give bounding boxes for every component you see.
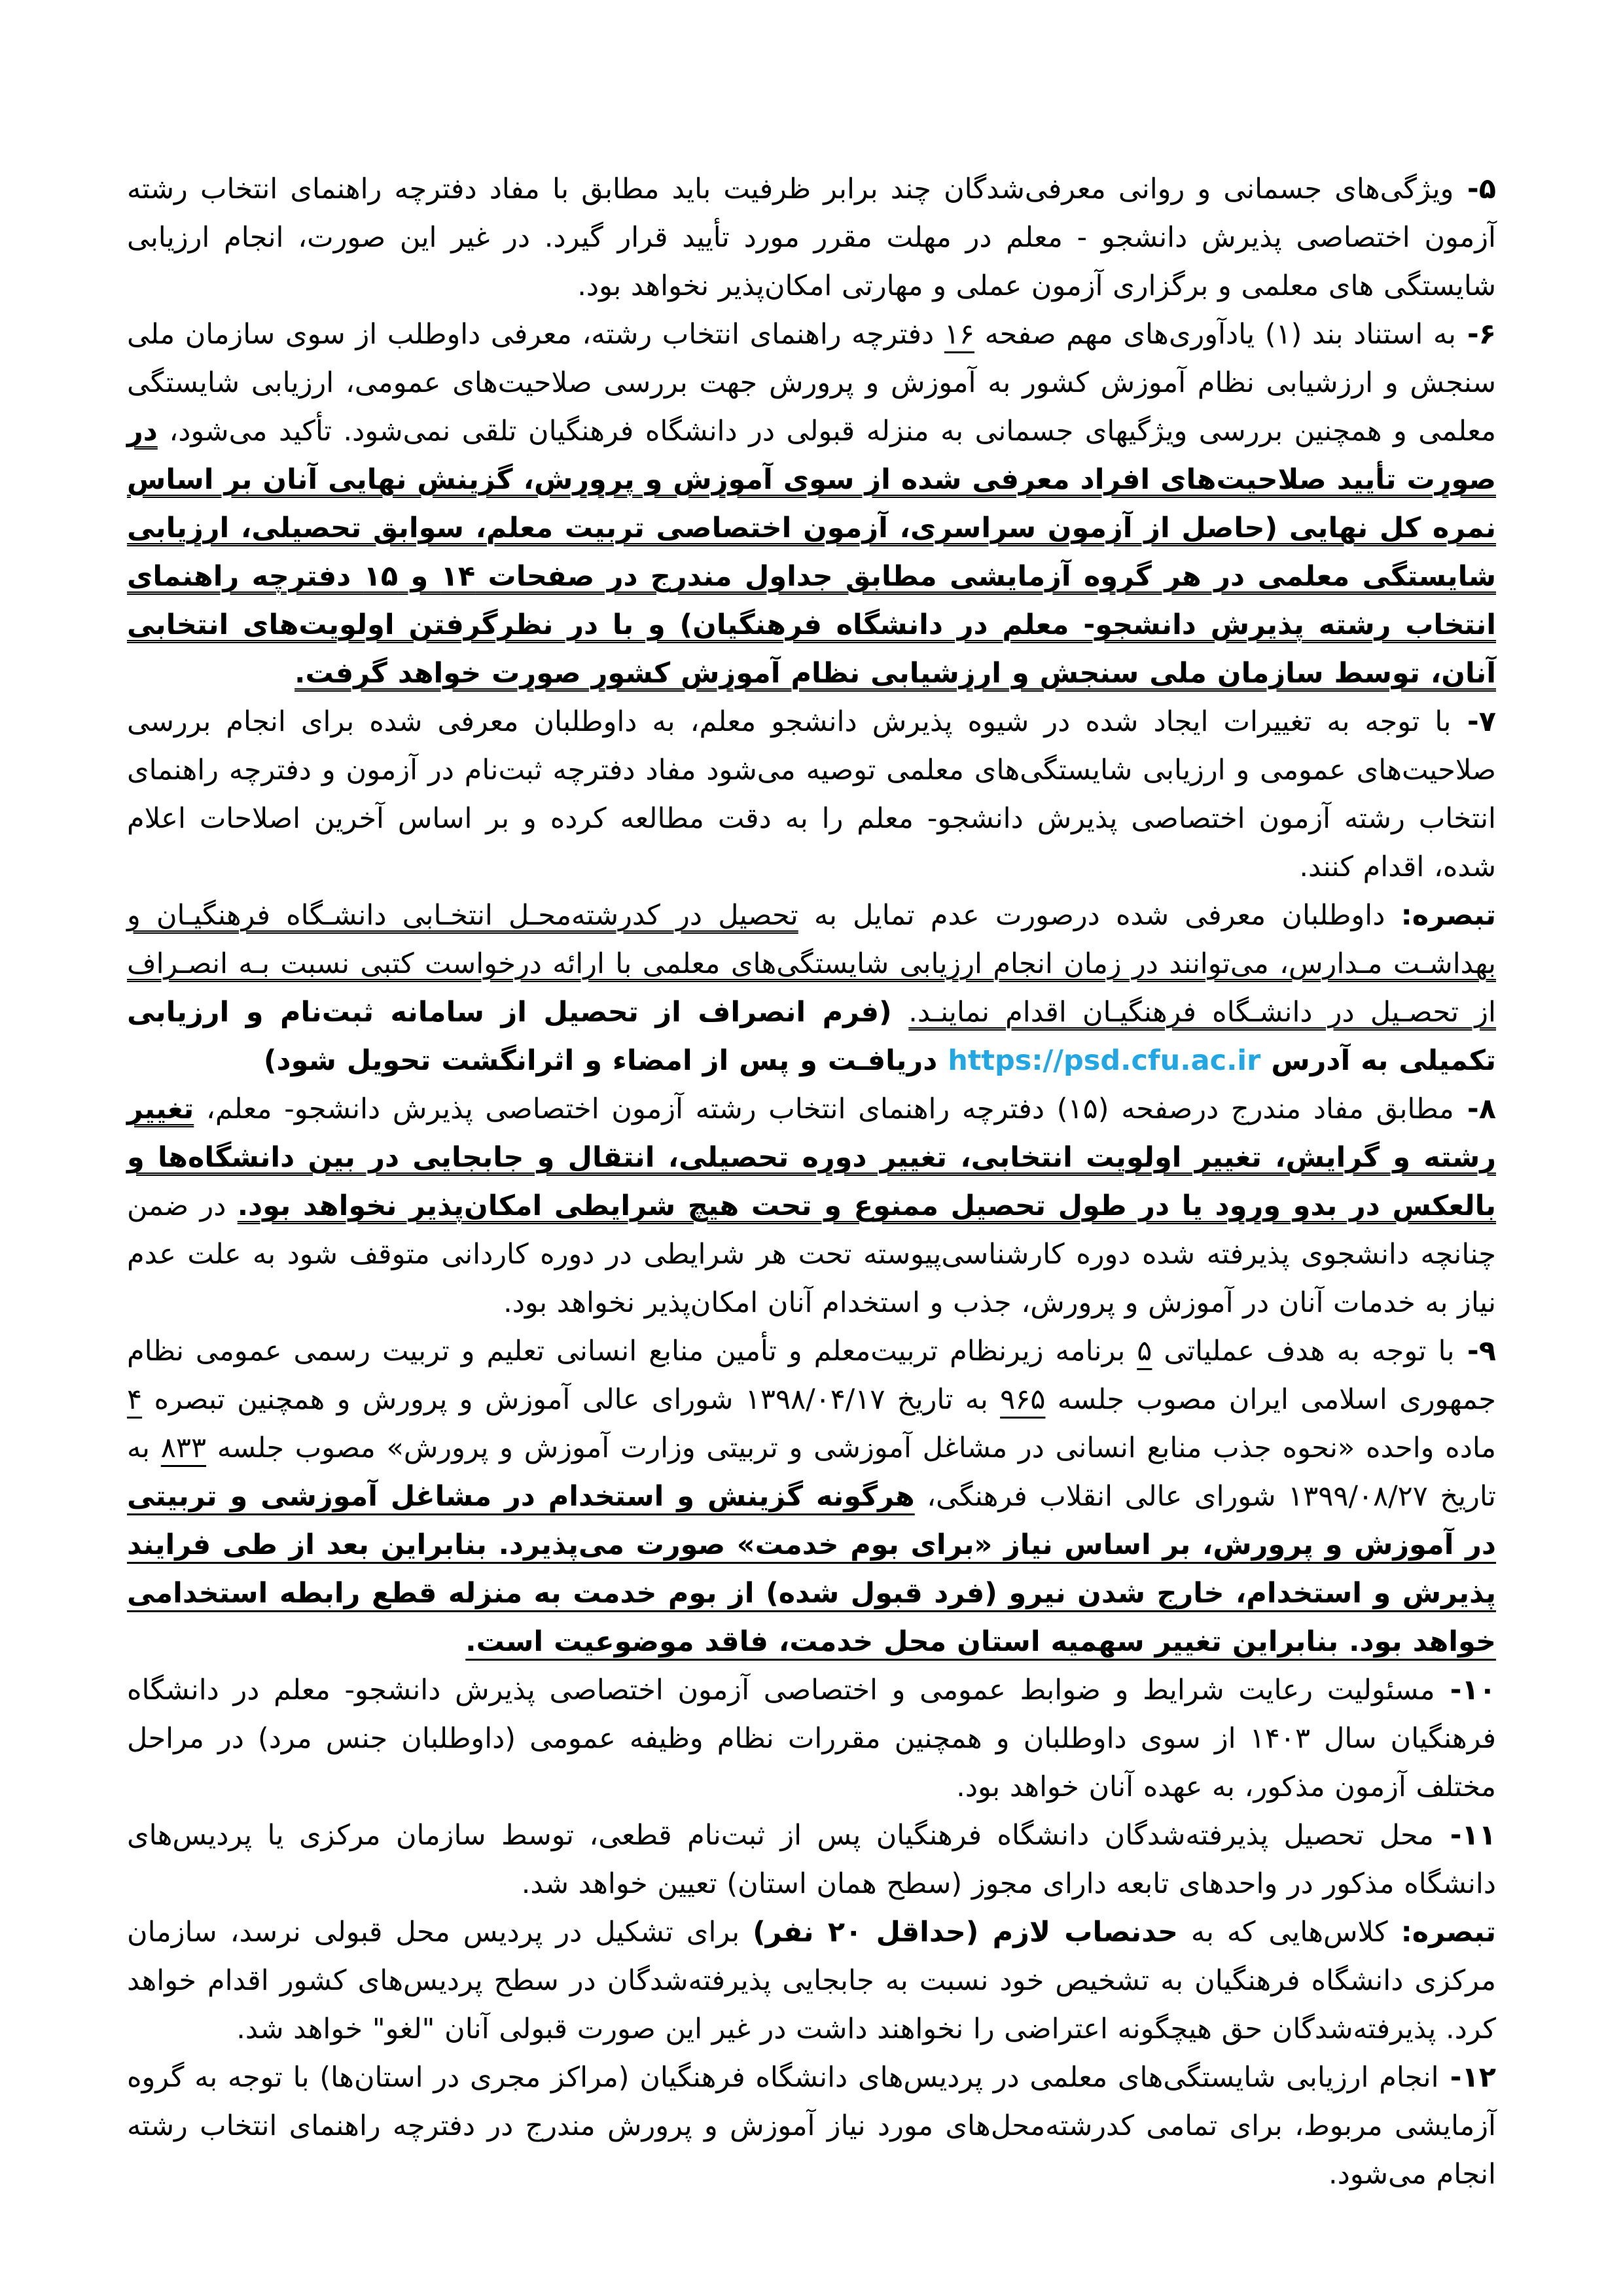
item-9-text: ماده واحده «نحوه جذب منابع انسانی در مشاغل آموزشی و تربیتی وزارت آموزش و پرورش» مصوب جلسه (206, 1432, 1496, 1464)
item-7-text: با توجه به تغییرات ایجاد شده در شیوه پذیرش دانشجو معلم، به داوطلبان معرفی شده برای انجام بررسی صلاحیت‌های عمومی و ارزیابی شایستگی‌های معلمی توصیه می‌شود مفاد دفترچه ثبت‌نام در آزمون و دفترچه راهنمای انتخاب رشته آزمون اختصاصی پذیرش دانشجو- معلم را به دقت مطالعه کرده و بر اساس آخرین اصلاحات اعلام شده، اقدام کنند. (127, 705, 1496, 883)
item-8-text: ۸- (1454, 1093, 1496, 1125)
item-9 (127, 1327, 1496, 1666)
note-after-item-11 (127, 1908, 1496, 2053)
note-after-item-7-text: تحصیل در کدرشته‌محـل انتخـابی دانشـگاه فرهنگیـان و بهداشـت مـدارس، می‌توانند در زمان انجام ارزیابی شایستگی‌های معلمی با ارائه درخواست کتبی نسبت بـه انصـراف از تحصـیل در دانشـگاه فرهنگیـان اقدام نماینـد. (127, 899, 1496, 1029)
item-9-text: به تاریخ ۱۳۹۹/۰۸/۲۷ شورای عالی انقلاب فرهنگی، (127, 1432, 1496, 1513)
item-9-text: ۹۶۵ (1000, 1383, 1046, 1416)
note-after-item-11-text: تبصره: (1400, 1916, 1496, 1949)
item-9-text: برنامه زیرنظام تربیت‌معلم و تأمین منابع انسانی تعلیم و تربیت رسمی عمومی نظام جمهوری اسلامی ایران مصوب جلسه (127, 1335, 1497, 1416)
note-after-item-7-text: (فرم انصراف از تحصیل از سامانه ثبت‌نام و ارزیابی تکمیلی به آدرس (127, 996, 1496, 1077)
item-5-text: ویژگی‌های جسمانی و روانی معرفی‌شدگان چند برابر ظرفیت باید مطابق با مفاد دفترچه راهنمای انتخاب رشته آزمون اختصاصی پذیرش دانشجو - معلم در مهلت مقرر مورد تأیید قرار گیرد. در غیر این صورت، انجام ارزیابی شایستگی های معلمی و برگزاری آزمون عملی و مهارتی امکان‌پذیر نخواهد بود. (127, 173, 1496, 302)
item-6-text: ۱۶ (944, 318, 975, 351)
item-9-text: ۸۳۳ (160, 1432, 207, 1464)
item-8 (127, 1085, 1496, 1327)
item-9-text: ۵ (1137, 1335, 1152, 1368)
item-11-text: ۱۱- (1433, 1819, 1496, 1852)
note-after-item-11-text: حدنصاب لازم (حداقل ۲۰ نفر) (753, 1916, 1178, 1949)
document-body (127, 165, 1496, 2199)
item-8-text: تغییر رشته و گرایش، تغییر اولویت انتخابی، تغییر دوره تحصیلی، انتقال و جابجایی در بین دانشگاه‌ها و بالعکس در بدو ورود یا در طول تحصیل ممنوع و تحت هیچ شرایطی امکان‌پذیر نخواهد بود. (127, 1093, 1496, 1222)
item-5 (127, 165, 1496, 310)
item-6-text: در صورت تأیید صلاحیت‌های افراد معرفی شده از سوی آموزش و پرورش، گزینش نهایی آنان بر اساس نمره کل نهایی (حاصل از آزمون سراسری، آزمون اختصاصی تربیت معلم، سوابق تحصیلی، ارزیابی شایستگی معلمی در هر گروه آزمایشی مطابق جداول مندرج در صفحات ۱۴ و ۱۵ دفترچه راهنمای انتخاب رشته پذیرش دانشجو- معلم در دانشگاه فرهنگیان) و با در نظرگرفتن اولویت‌های انتخابی آنان، توسط سازمان ملی سنجش و ارزشیابی نظام آموزش کشور صورت خواهد گرفت. (127, 415, 1496, 690)
item-10 (127, 1666, 1496, 1811)
item-12 (127, 2053, 1496, 2199)
note-after-item-11-text: برای تشکیل در پردیس محل قبولی نرسد، سازمان مرکزی دانشگاه فرهنگیان به تشخیص خود نسبت به جابجایی پذیرفته‌شدگان در سطح پردیس‌های کشور اقدام خواهد کرد. پذیرفته‌شدگان حق هیچگونه اعتراضی را نخواهند داشت در غیر این صورت قبولی آنان "لغو" خواهد شد. (127, 1916, 1496, 2045)
item-11-text: محل تحصیل پذیرفته‌شدگان دانشگاه فرهنگیان پس از ثبت‌نام قطعی، توسط سازمان مرکزی یا پردیس‌های دانشگاه مذکور در واحدهای تابعه دارای مجوز (سطح همان استان) تعیین خواهد شد. (127, 1819, 1496, 1900)
note-after-item-11-text: کلاس‌هایی که به (1177, 1916, 1401, 1949)
item-9-text: به تاریخ ۱۳۹۸/۰۴/۱۷ شورای عالی آموزش و پرورش و همچنین تبصره (142, 1383, 1001, 1416)
item-5-text: ۵- (1454, 173, 1496, 205)
enrollment-portal-link[interactable]: https://psd.cfu.ac.ir (948, 1044, 1261, 1077)
note-after-item-7 (127, 891, 1496, 1085)
item-8-text: در ضمن چنانچه دانشجوی پذیرفته شده دوره کارشناسی‌پیوسته تحت هر شرایطی در دوره کاردانی متوقف شود به علت عدم نیاز به خدمات آنان در آموزش و پرورش، جذب و استخدام آنان امکان‌پذیر نخواهد بود. (127, 1190, 1496, 1319)
item-6-text: ۶- (1456, 318, 1497, 351)
item-12-text: ۱۲- (1438, 2061, 1496, 2094)
item-8-text: مطابق مفاد مندرج درصفحه (۱۵) دفترچه راهنمای انتخاب رشته آزمون اختصاصی پذیرش دانشجو- معلم، (194, 1093, 1454, 1125)
note-after-item-7-text: داوطلبان معرفی شده درصورت عدم تمایل به (798, 899, 1401, 932)
item-10-text: مسئولیت رعایت شرایط و ضوابط عمومی و اختصاصی آزمون اختصاصی پذیرش دانشجو- معلم در دانشگاه فرهنگیان سال ۱۴۰۳ از سوی داوطلبان و همچنین مقررات نظام وظیفه عمومی (داوطلبان جنس مرد) در مراحل مختلف آزمون مذکور، به عهده آنان خواهد بود. (127, 1674, 1496, 1803)
item-6-text: دفترچه راهنمای انتخاب رشته، معرفی داوطلب از سوی سازمان ملی سنجش و ارزشیابی نظام آموزش کشور به آموزش و پرورش جهت بررسی صلاحیت‌های عمومی، ارزیابی شایستگی معلمی و همچنین بررسی ویژگیهای جسمانی به منزله قبولی در دانشگاه فرهنگیان تلقی نمی‌شود. تأکید می‌شود، (127, 318, 1496, 448)
item-12-text: انجام ارزیابی شایستگی‌های معلمی در پردیس‌های دانشگاه فرهنگیان (مراکز مجری در استان‌ها) با توجه به گروه آزمایشی مربوط، برای تمامی کدرشته‌محل‌های مورد نیاز آموزش و پرورش مندرج در دفترچه راهنمای انتخاب رشته انجام می‌شود. (127, 2061, 1496, 2191)
item-9-text: با توجه به هدف عملیاتی (1152, 1335, 1455, 1368)
item-7 (127, 698, 1496, 891)
item-9-text: ۹- (1454, 1335, 1496, 1368)
item-6 (127, 310, 1496, 698)
item-11 (127, 1811, 1496, 1908)
item-6-text: به استناد بند (۱) یادآوری‌های مهم صفحه (974, 318, 1456, 351)
note-after-item-7-text: تبصره: (1400, 899, 1496, 932)
note-after-item-7-text: دریافـت و پس از امضاء و اثرانگشت تحویل شود) (263, 1044, 948, 1077)
item-9-text: ۴ (127, 1383, 143, 1416)
item-9-text: هرگونه گزینش و استخدام در مشاغل آموزشی و تربیتی در آموزش و پرورش، بر اساس نیاز «برای بوم خدمت» صورت می‌پذیرد. بنابراین بعد از طی فرایند پذیرش و استخدام، خارج شدن نیرو (فرد قبول شده) از بوم خدمت به منزله قطع رابطه استخدامی خواهد بود. بنابراین تغییر سهمیه استان محل خدمت، فاقد موضوعیت است. (127, 1480, 1496, 1658)
item-7-text: ۷- (1451, 705, 1496, 738)
item-10-text: ۱۰- (1435, 1674, 1496, 1706)
